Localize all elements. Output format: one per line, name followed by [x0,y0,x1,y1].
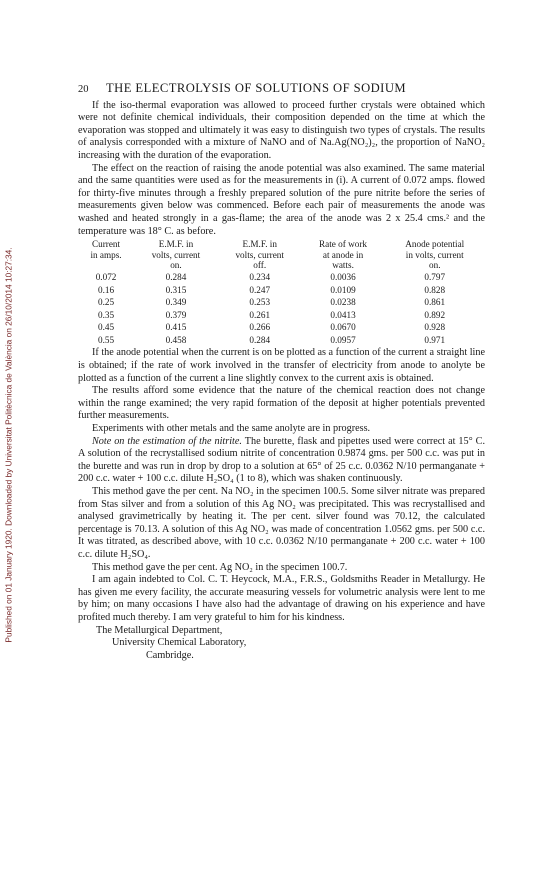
table-cell: 0.828 [424,284,446,295]
page-header [78,82,485,97]
running-title: THE ELECTROLYSIS OF SOLUTIONS OF SODIUM [106,81,407,95]
table-cell: 0.0413 [330,309,356,320]
table-cell: 0.0036 [330,271,356,282]
table-header-row [78,239,485,271]
journal-page [78,82,485,662]
paragraph-silver-nitrite-result: This method gave the per cent. Ag NO₂ in the specimen 100.7. [92,561,348,573]
table-cell: 0.55 [98,334,115,345]
paragraph-acknowledgement: I am again indebted to Col. C. T. Heycock, M.A., F.R.S., Goldsmiths Reader in Metallurgy. He has given me every facility, the accurate measuring vessels for volumetric analysis were lent to me by him; on many occasions I have also had the advantage of drawing on his experience and have profited much thereby. I am very grateful to him for his kindness. [78,574,485,623]
column-header-emf-on [134,239,218,271]
paragraph-experiments-progress: Experiments with other metals and the same anolyte are in progress. [92,423,371,435]
column-header-rate-of-work [302,239,385,271]
header-line: Anode potential [405,239,465,250]
page-number: 20 [78,84,89,95]
signature-laboratory: University Chemical Laboratory, [112,637,247,649]
signature-department: The Metallurgical Department, [96,624,223,636]
column-header-emf-off [218,239,302,271]
paragraph-sodium-nitrite-result: This method gave the per cent. Na NO₂ in the specimen 100.5. Some silver nitrate was prepared from Stas silver and from a solution of this Ag NO₂ was precipitated. This was recrystallised and analysed gravimetrically by heating it. The per cent. silver found was 70.12, the calculated percentage is 70.13. A solution of this Ag NO₂ was made of concentration 1.0562 gms. per 500 c.c. It was titrated, as described above, with 10 c.c. 0.0362 N/10 permanganate + 200 c.c. water + 100 c.c. dilute H₂SO₄. [78,486,485,560]
table-row [78,321,485,334]
table-cell: 0.25 [98,297,115,308]
table-cell: 0.797 [424,271,446,282]
table-row [78,271,485,284]
table-cell: 0.234 [249,271,271,282]
column-header-current [78,239,134,271]
header-line: Current [92,239,121,250]
header-line: in volts, current [405,249,464,260]
table-cell: 0.928 [424,322,446,333]
table-cell: 0.415 [165,322,187,333]
table-cell: 0.349 [165,297,187,308]
download-watermark-text: Published on 01 January 1920. Downloaded by Universitat Politècnica de València on 26/10/2014 10:27:34. [4,246,14,643]
header-line: E.M.F. in [158,239,194,250]
header-line: in amps. [90,249,122,260]
table-cell: 0.0957 [330,334,356,345]
table-cell: 0.458 [165,334,187,345]
signature-city: Cambridge. [146,649,194,661]
header-line: E.M.F. in [242,239,277,250]
table-cell: 0.247 [249,284,271,295]
measurement-table [78,239,485,346]
column-header-anode-potential [385,239,486,271]
table-cell: 0.892 [424,309,446,320]
table-cell: 0.0670 [330,322,356,333]
note-heading: Note on the estimation of the nitrite. [92,435,242,447]
table-cell: 0.253 [249,297,271,308]
paragraph-anode-potential: The effect on the reaction of raising the anode potential was also examined. The same material and the same quantities were used as for the measurements in (i). A current of 0.072 amps. flowed for thirty-five minutes through a freshly prepared solution of the pure nitrite before the series of measurements given below was commenced. Before each pair of measurements the anode was washed and heated strongly in a gas-flame; the area of the anode was 2 x 25.4 cms.² and the temperature was 18° C. as before. [78,162,485,237]
table-cell: 0.0238 [330,297,356,308]
header-line: volts, current [151,249,201,260]
table-cell: 0.284 [249,334,271,345]
paragraph-reaction-evidence: The results afford some evidence that the nature of the chemical reaction does not change within the range examined; the very rapid formation of the deposit at higher potentials prevented further measurements. [78,385,485,422]
paragraph-nitrite-note [78,436,485,486]
download-watermark [2,0,16,889]
header-line: off. [253,260,267,271]
table-cell: 0.072 [95,271,117,282]
table-row [78,334,485,347]
table-cell: 0.35 [98,309,115,320]
table-cell: 0.315 [165,284,187,295]
table-row [78,309,485,322]
table-cell: 0.266 [249,322,271,333]
header-line: volts, current [235,249,284,260]
table-row [78,284,485,297]
header-line: Rate of work [319,239,368,250]
header-line: watts. [332,260,354,271]
table-cell: 0.45 [98,322,115,333]
paragraph-evaporation: If the iso-thermal evaporation was allowed to proceed further crystals were obtained which were not definite chemical individuals, their composition depended on the time at which the evaporation was stopped and ultimately it was easy to distinguish two types of crystals. The results of analysis corresponded with a mixture of NaNO and of Na.Ag(NO₂)₂, the proportion of NaNO₂ increasing with the duration of the evaporation. [78,99,485,161]
table-cell: 0.0109 [330,284,356,295]
header-line: on. [429,260,441,271]
table-cell: 0.284 [165,271,187,282]
header-line: on. [170,260,182,271]
table-cell: 0.861 [424,297,446,308]
table-cell: 0.379 [165,309,187,320]
paragraph-plot-result: If the anode potential when the current is on be plotted as a function of the current a straight line is obtained; if the rate of work involved in the transfer of electricity from anode to anolyte be plotted as a function of the current a line slightly convex to the current axis is obtained. [78,347,485,384]
table-cell: 0.16 [98,284,115,295]
header-line: at anode in [322,249,364,260]
note-text: The burette, flask and pipettes used were correct at 15° C. A solution of the recrystallised sodium nitrite of concentration 0.9874 gms. per 500 c.c. was put in the burette and was run in drop by drop to a solution at 65° of 25 c.c. 0.0362 N/10 permanganate + 200 c.c. water + 100 c.c. dilute H₂SO₄ (1 to 8), which was shaken continuously. [78,435,485,485]
table-row [78,296,485,309]
table-cell: 0.261 [249,309,271,320]
table-cell: 0.971 [424,334,446,345]
